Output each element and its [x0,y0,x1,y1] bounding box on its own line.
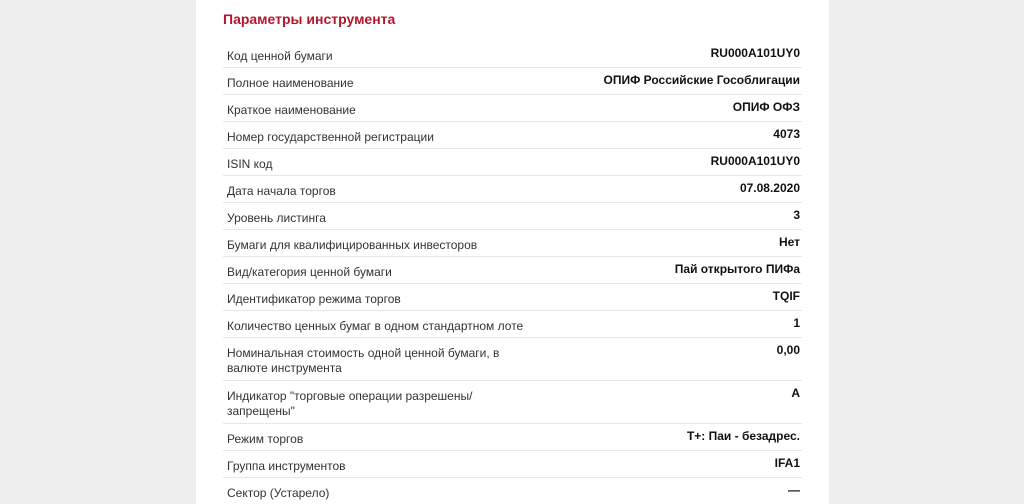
param-value: 0,00 [776,343,800,357]
param-value: 07.08.2020 [739,181,800,195]
params-table [223,41,802,504]
param-row-lot-size [223,311,802,338]
param-row-trading-start-date [223,176,802,203]
param-label: Бумаги для квалифицированных инвесторов [227,238,478,252]
param-row-full-name [223,68,802,95]
param-row-sector [223,478,802,504]
param-label: Сектор (Устарело) [227,486,330,500]
param-row-nominal-value [223,338,802,381]
param-value: IFA1 [774,456,800,470]
param-label: ISIN код [227,157,273,171]
param-row-short-name [223,95,802,122]
param-label: Группа инструментов [227,459,346,473]
param-value: 3 [793,208,800,222]
param-value: 4073 [773,127,800,141]
param-label: Уровень листинга [227,211,326,225]
param-label: Количество ценных бумаг в одном стандартном лоте [227,319,524,333]
param-label: Краткое наименование [227,103,356,117]
param-value: T+: Паи - безадрес. [686,429,800,443]
param-value: Пай открытого ПИФа [674,262,800,276]
param-row-qualified-investors [223,230,802,257]
param-value: RU000A101UY0 [710,154,800,168]
param-value: 1 [793,316,800,330]
param-row-isin [223,149,802,176]
param-value: TQIF [772,289,800,303]
param-value: ОПИФ ОФЗ [732,100,800,114]
param-row-registration-number [223,122,802,149]
param-label: Индикатор "торговые операции разрешены/запрещены" [227,389,473,418]
instrument-params-panel [196,0,829,504]
param-label: Полное наименование [227,76,354,90]
param-row-security-code [223,41,802,68]
param-row-instrument-group [223,451,802,478]
section-title: Параметры инструмента [223,11,396,27]
param-label: Номинальная стоимость одной ценной бумаги, в валюте инструмента [227,346,500,375]
param-row-trading-mode [223,424,802,451]
param-value: RU000A101UY0 [710,46,800,60]
param-value: Нет [778,235,800,249]
param-value: A [791,386,800,400]
param-value: — [788,483,800,497]
param-label: Дата начала торгов [227,184,336,198]
param-row-listing-level [223,203,802,230]
param-label: Номер государственной регистрации [227,130,434,144]
param-row-trading-indicator [223,381,802,424]
param-row-board-id [223,284,802,311]
param-label: Режим торгов [227,432,304,446]
param-label: Код ценной бумаги [227,49,333,63]
param-label: Вид/категория ценной бумаги [227,265,392,279]
param-label: Идентификатор режима торгов [227,292,401,306]
param-row-security-category [223,257,802,284]
param-value: ОПИФ Российские Гособлигации [603,73,800,87]
